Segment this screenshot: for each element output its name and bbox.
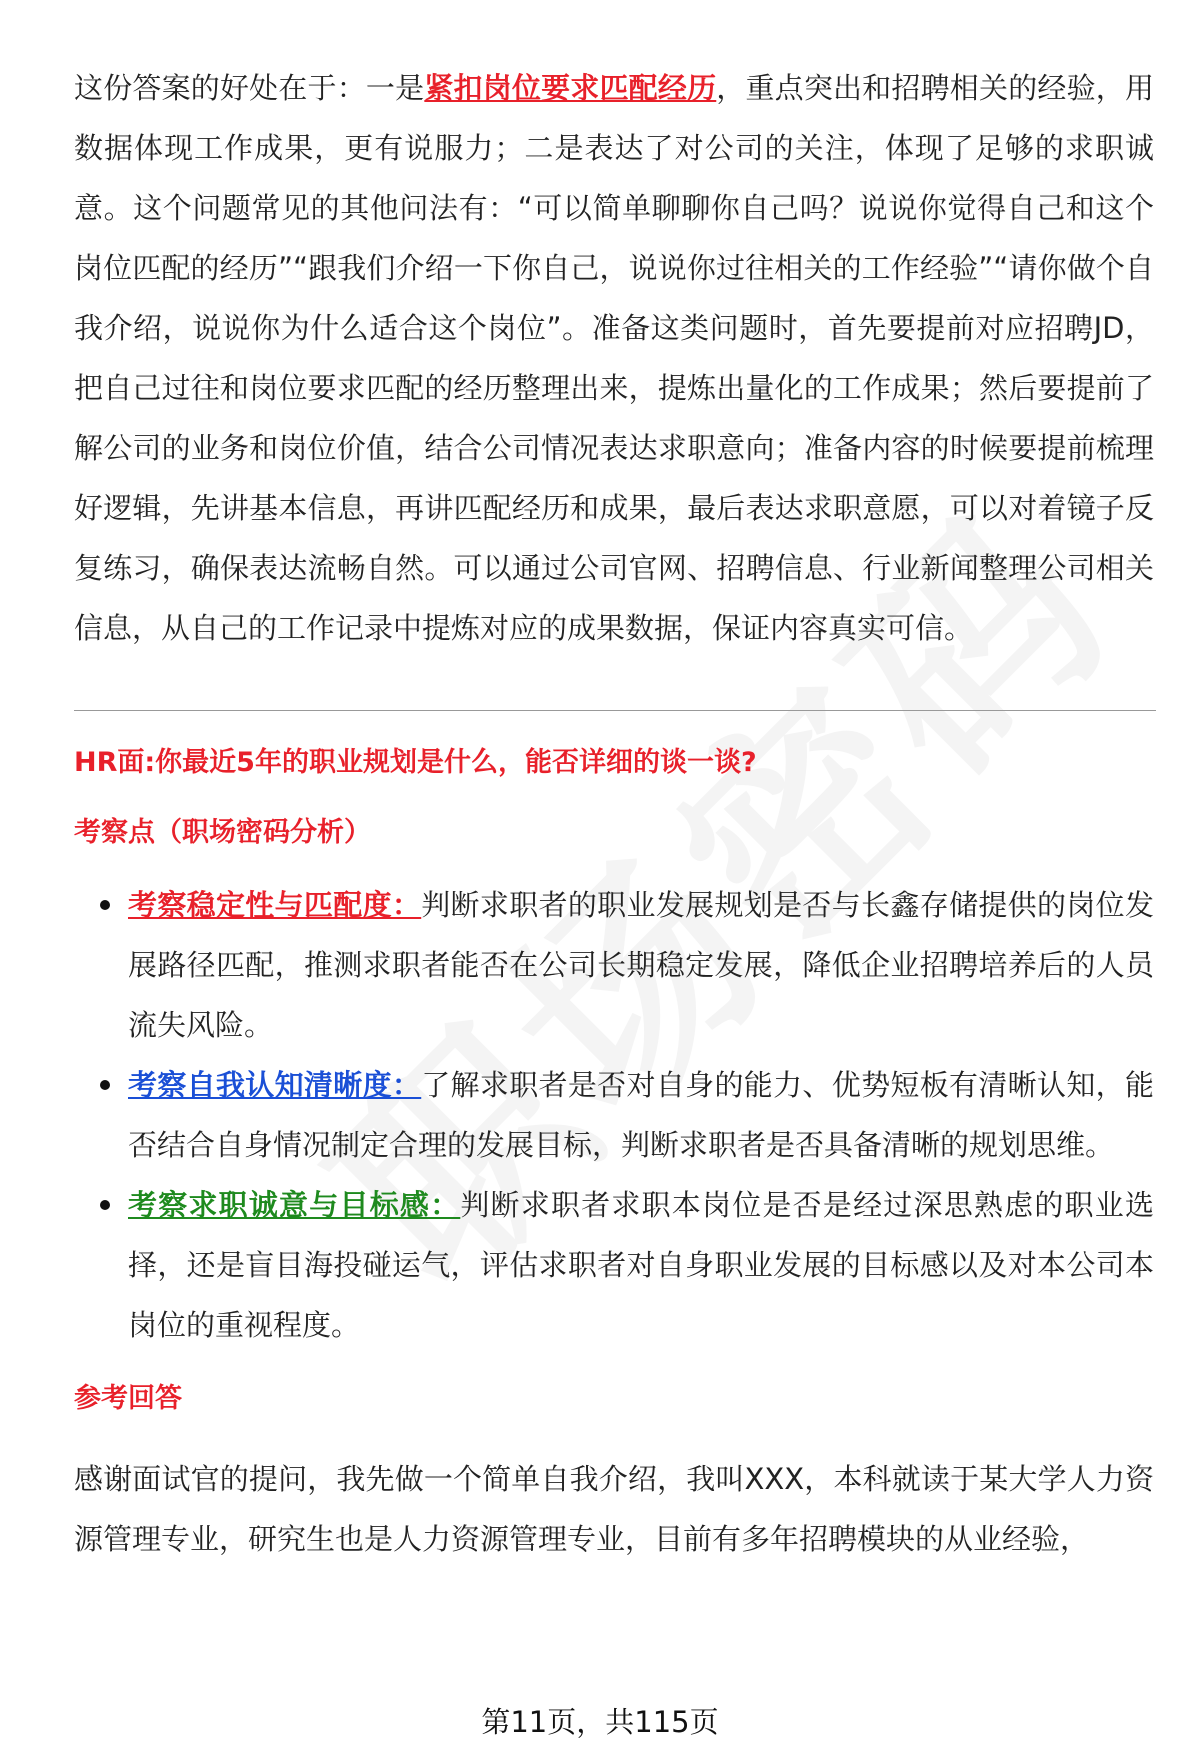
point-keyword: 考察求职诚意与目标感： — [128, 1188, 461, 1222]
answer-paragraph: 感谢面试官的提问，我先做一个简单自我介绍，我叫XXX，本科就读于某大学人力资源管理专业，研究生也是人力资源管理专业，目前有多年招聘模块的从业经验， — [74, 1462, 1154, 1556]
bullet-icon — [100, 1080, 110, 1090]
list-item — [74, 1175, 1154, 1355]
list-item — [74, 1055, 1154, 1175]
intro-highlight: 紧扣岗位要求匹配经历 — [424, 71, 717, 105]
question-heading: HR面:你最近5年的职业规划是什么，能否详细的谈一谈? — [74, 747, 757, 778]
analysis-heading: 考察点（职场密码分析） — [74, 817, 371, 848]
list-item — [74, 875, 1154, 1055]
intro-prefix: 这份答案的好处在于：一是 — [74, 71, 425, 105]
point-text: 判断求职者的职业发展规划是否与长鑫存储提供的岗位发展路径匹配，推测求职者能否在公司长期稳定发展，降低企业招聘培养后的人员流失风险。 — [128, 888, 1154, 1042]
section-divider — [74, 710, 1156, 711]
intro-rest: ，重点突出和招聘相关的经验，用数据体现工作成果，更有说服力；二是表达了对公司的关注，体现了足够的求职诚意。这个问题常见的其他问法有：“可以简单聊聊你自己吗？说说你觉得自己和这个岗位匹配的经历”“跟我们介绍一下你自己，说说你过往相关的工作经验”“请你做个自我介绍，说说你为什么适合这个岗位”。准备这类问题时，首先要提前对应招聘JD，把自己过往和岗位要求匹配的经历整理出来，提炼出量化的工作成果；然后要提前了解公司的业务和岗位价值，结合公司情况表达求职意向；准备内容的时候要提前梳理好逻辑，先讲基本信息，再讲匹配经历和成果，最后表达求职意愿，可以对着镜子反复练习，确保表达流畅自然。可以通过公司官网、招聘信息、行业新闻整理公司相关信息，从自己的工作记录中提炼对应的成果数据，保证内容真实可信。 — [74, 71, 1154, 645]
point-text: 判断求职者求职本岗位是否是经过深思熟虑的职业选择，还是盲目海投碰运气，评估求职者对自身职业发展的目标感以及对本公司本岗位的重视程度。 — [128, 1188, 1154, 1342]
answer-heading: 参考回答 — [74, 1383, 182, 1414]
point-text: 了解求职者是否对自身的能力、优势短板有清晰认知，能否结合自身情况制定合理的发展目标，判断求职者是否具备清晰的规划思维。 — [128, 1068, 1154, 1162]
bullet-icon — [100, 1200, 110, 1210]
analysis-list — [74, 875, 1154, 1355]
intro-paragraph — [74, 58, 1154, 658]
page-number: 第11页，共115页 — [481, 1705, 719, 1739]
bullet-icon — [100, 900, 110, 910]
point-keyword: 考察自我认知清晰度： — [128, 1068, 422, 1102]
point-keyword: 考察稳定性与匹配度： — [128, 888, 422, 922]
page-content — [74, 58, 1154, 1569]
